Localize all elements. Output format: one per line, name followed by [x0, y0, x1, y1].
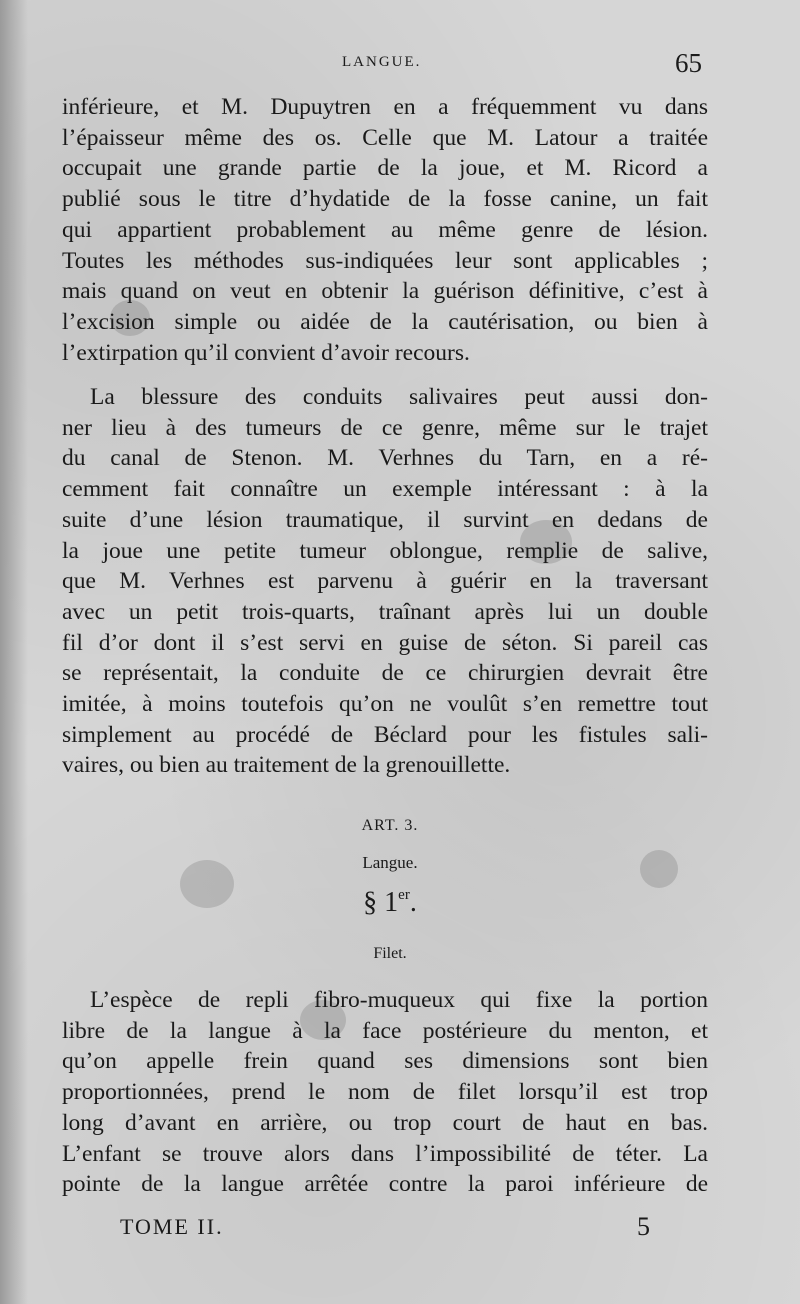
- text-line: que M. Verhnes est parvenu à guérir en la traversant: [62, 568, 708, 595]
- text-line: La blessure des conduits salivaires peut aussi don-: [90, 384, 708, 410]
- text-line: pointe de la langue arrêtée contre la paroi inférieure de: [62, 1171, 708, 1198]
- section-heading: [0, 887, 780, 919]
- page-number: 65: [675, 48, 702, 78]
- text-line: Toutes les méthodes sus-indiquées leur sont applicables ;: [62, 247, 708, 274]
- signature-mark: 5: [637, 1212, 650, 1241]
- text-line: imitée, à moins toutefois qu’on ne voulût s’en remettre tout: [62, 691, 708, 718]
- text-line: proportionnées, prend le nom de filet lorsqu’il est trop: [62, 1079, 708, 1106]
- paragraph-2: [62, 382, 708, 781]
- text-line: simplement au procédé de Béclard pour les fistules sali-: [62, 721, 708, 748]
- text-line: fil d’or dont il s’est servi en guise de séton. Si pareil cas: [62, 629, 708, 656]
- section-symbol: § 1: [363, 887, 399, 918]
- text-line: cemment fait connaître un exemple intéressant : à la: [62, 476, 708, 503]
- page-footer: [120, 1214, 650, 1248]
- binding-shadow: [0, 0, 28, 1304]
- text-line: l’extirpation qu’il convient d’avoir recours.: [62, 339, 470, 366]
- text-line: L’espèce de repli fibro-muqueux qui fixe la portion: [90, 987, 708, 1013]
- text-line: l’épaisseur même des os. Celle que M. Latour a traitée: [62, 124, 708, 151]
- text-line: se représentait, la conduite de ce chirurgien devrait être: [62, 660, 708, 687]
- text-line: qui appartient probablement au même genre de lésion.: [62, 216, 708, 243]
- text-line: mais quand on veut en obtenir la guérison définitive, c’est à: [62, 278, 708, 305]
- article-heading: ART. 3.: [361, 817, 419, 834]
- section-superscript: er: [398, 887, 410, 903]
- running-head-title: LANGUE.: [342, 54, 422, 70]
- text-line: qu’on appelle frein quand ses dimensions sont bien: [62, 1048, 708, 1075]
- text-line: vaires, ou bien au traitement de la grenouillette.: [62, 752, 511, 779]
- running-head: [60, 48, 710, 78]
- text-line: inférieure, et M. Dupuytren en a fréquemment vu dans: [62, 94, 708, 120]
- text-line: libre de la langue à la face postérieure du menton, et: [62, 1017, 708, 1044]
- text-line: occupait une grande partie de la joue, et M. Ricord a: [62, 155, 708, 182]
- volume-label: TOME II.: [120, 1214, 224, 1239]
- article-subject: Langue.: [362, 853, 418, 872]
- text-line: ner lieu à des tumeurs de ce genre, même sur le trajet: [62, 414, 708, 441]
- text-line: du canal de Stenon. M. Verhnes du Tarn, en a ré-: [62, 445, 708, 472]
- subsection-heading: Filet.: [373, 945, 407, 962]
- section-period: .: [409, 887, 417, 918]
- text-line: la joue une petite tumeur oblongue, remplie de salive,: [62, 537, 708, 564]
- text-line: l’excision simple ou aidée de la cautérisation, ou bien à: [62, 308, 708, 335]
- text-line: publié sous le titre d’hydatide de la fosse canine, un fait: [62, 186, 708, 213]
- paragraph-3: [62, 985, 708, 1200]
- text-line: suite d’une lésion traumatique, il survint en dedans de: [62, 506, 708, 533]
- text-line: long d’avant en arrière, ou trop court de haut en bas.: [62, 1109, 708, 1136]
- text-line: avec un petit trois-quarts, traînant après lui un double: [62, 598, 708, 625]
- text-line: L’enfant se trouve alors dans l’impossibilité de téter. La: [62, 1140, 708, 1167]
- paragraph-1: [62, 92, 708, 368]
